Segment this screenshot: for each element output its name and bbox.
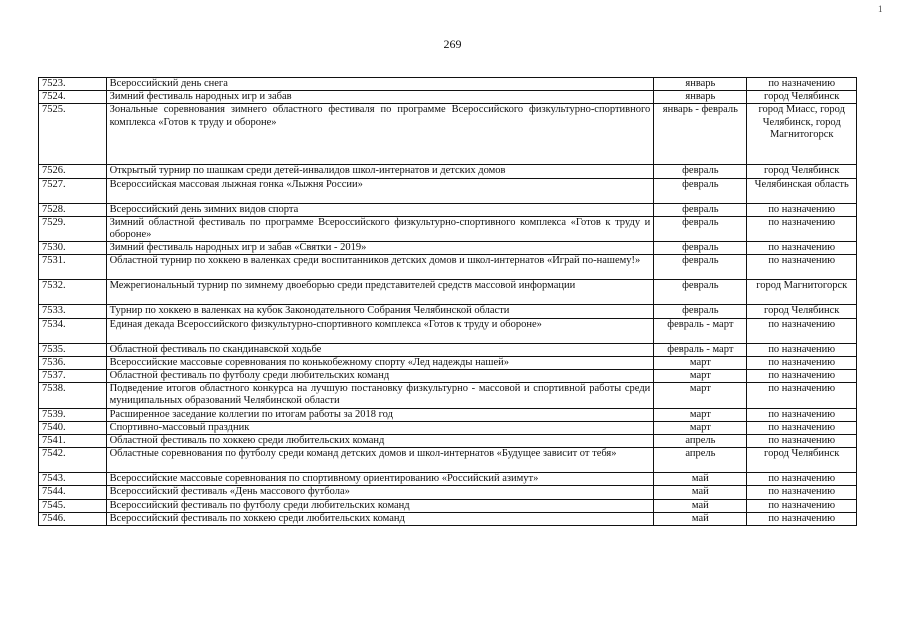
row-number-cell: 7542. <box>39 448 107 473</box>
event-month-cell: февраль <box>654 216 747 241</box>
table-row <box>39 421 857 434</box>
event-month-cell: май <box>654 486 747 499</box>
event-place-cell: город Челябинск <box>747 91 857 104</box>
row-number-cell: 7532. <box>39 280 107 305</box>
table-row <box>39 473 857 486</box>
event-month-cell: март <box>654 408 747 421</box>
event-place-cell: по назначению <box>747 343 857 356</box>
event-name-cell: Областной фестиваль по хоккею среди любительских команд <box>106 435 654 448</box>
event-name-cell: Расширенное заседание коллегии по итогам работы за 2018 год <box>106 408 654 421</box>
row-number-cell: 7528. <box>39 203 107 216</box>
event-name-cell: Турнир по хоккею в валенках на кубок Законодательного Собрания Челябинской области <box>106 305 654 318</box>
event-name-cell: Спортивно-массовый праздник <box>106 421 654 434</box>
event-name-cell: Областные соревнования по футболу среди команд детских домов и школ-интернатов «Будущее зависит от тебя» <box>106 448 654 473</box>
table-row <box>39 318 857 343</box>
table-row <box>39 499 857 512</box>
event-name-cell: Областной фестиваль по футболу среди любительских команд <box>106 370 654 383</box>
event-place-cell: по назначению <box>747 203 857 216</box>
event-name-cell: Зональные соревнования зимнего областного фестиваля по программе Всероссийского физкультурно-спортивного комплекса «Готов к труду и обороне» <box>106 104 654 165</box>
table-row <box>39 104 857 165</box>
row-number-cell: 7544. <box>39 486 107 499</box>
event-name-cell: Всероссийская массовая лыжная гонка «Лыжня России» <box>106 178 654 203</box>
event-place-cell: по назначению <box>747 242 857 255</box>
row-number-cell: 7538. <box>39 383 107 408</box>
page-number: 269 <box>443 37 462 51</box>
table-row <box>39 512 857 525</box>
event-place-cell: по назначению <box>747 486 857 499</box>
table-row <box>39 91 857 104</box>
event-name-cell: Подведение итогов областного конкурса на лучшую постановку физкультурно - массовой и спортивной работы среди муниципальных образований Челябинской области <box>106 383 654 408</box>
row-number-cell: 7526. <box>39 165 107 178</box>
event-name-cell: Всероссийский день зимних видов спорта <box>106 203 654 216</box>
event-name-cell: Единая декада Всероссийского физкультурно-спортивного комплекса «Готов к труду и обороне» <box>106 318 654 343</box>
event-month-cell: январь <box>654 78 747 91</box>
event-name-cell: Областной фестиваль по скандинавской ходьбе <box>106 343 654 356</box>
event-place-cell: по назначению <box>747 421 857 434</box>
row-number-cell: 7523. <box>39 78 107 91</box>
table-row <box>39 435 857 448</box>
event-name-cell: Областной турнир по хоккею в валенках среди воспитанников детских домов и школ-интернатов «Играй по-нашему!» <box>106 255 654 280</box>
event-place-cell: город Магнитогорск <box>747 280 857 305</box>
events-table <box>38 77 857 526</box>
event-month-cell: февраль <box>654 165 747 178</box>
event-place-cell: город Миасс, город Челябинск, город Магнитогорск <box>747 104 857 165</box>
event-month-cell: февраль <box>654 203 747 216</box>
table-row <box>39 408 857 421</box>
event-name-cell: Всероссийский фестиваль по хоккею среди любительских команд <box>106 512 654 525</box>
row-number-cell: 7545. <box>39 499 107 512</box>
event-month-cell: май <box>654 473 747 486</box>
row-number-cell: 7527. <box>39 178 107 203</box>
event-place-cell: по назначению <box>747 435 857 448</box>
event-month-cell: март <box>654 383 747 408</box>
event-month-cell: февраль - март <box>654 343 747 356</box>
row-number-cell: 7533. <box>39 305 107 318</box>
event-name-cell: Всероссийские массовые соревнования по спортивному ориентированию «Российский азимут» <box>106 473 654 486</box>
table-row <box>39 203 857 216</box>
table-row <box>39 255 857 280</box>
event-name-cell: Межрегиональный турнир по зимнему двоеборью среди представителей средств массовой информации <box>106 280 654 305</box>
event-month-cell: март <box>654 356 747 369</box>
row-number-cell: 7546. <box>39 512 107 525</box>
event-place-cell: по назначению <box>747 318 857 343</box>
event-month-cell: апрель <box>654 435 747 448</box>
event-name-cell: Всероссийские массовые соревнования по конькобежному спорту «Лед надежды нашей» <box>106 356 654 369</box>
event-month-cell: февраль <box>654 305 747 318</box>
events-table-body <box>39 78 857 526</box>
event-name-cell: Зимний фестиваль народных игр и забав <box>106 91 654 104</box>
row-number-cell: 7536. <box>39 356 107 369</box>
event-month-cell: май <box>654 512 747 525</box>
table-row <box>39 343 857 356</box>
table-row <box>39 370 857 383</box>
row-number-cell: 7529. <box>39 216 107 241</box>
table-row <box>39 305 857 318</box>
event-place-cell: по назначению <box>747 473 857 486</box>
table-row <box>39 486 857 499</box>
row-number-cell: 7530. <box>39 242 107 255</box>
table-row <box>39 356 857 369</box>
event-month-cell: февраль <box>654 178 747 203</box>
event-month-cell: февраль - март <box>654 318 747 343</box>
table-row <box>39 242 857 255</box>
event-name-cell: Зимний областной фестиваль по программе Всероссийского физкультурно-спортивного комплекса «Готов к труду и обороне» <box>106 216 654 241</box>
table-row <box>39 178 857 203</box>
table-row <box>39 383 857 408</box>
event-name-cell: Всероссийский фестиваль «День массового футбола» <box>106 486 654 499</box>
row-number-cell: 7540. <box>39 421 107 434</box>
event-place-cell: город Челябинск <box>747 165 857 178</box>
event-place-cell: по назначению <box>747 255 857 280</box>
event-month-cell: январь <box>654 91 747 104</box>
event-month-cell: январь - февраль <box>654 104 747 165</box>
event-place-cell: Челябинская область <box>747 178 857 203</box>
event-month-cell: март <box>654 421 747 434</box>
row-number-cell: 7531. <box>39 255 107 280</box>
event-month-cell: февраль <box>654 280 747 305</box>
table-row <box>39 216 857 241</box>
row-number-cell: 7543. <box>39 473 107 486</box>
event-place-cell: по назначению <box>747 383 857 408</box>
event-name-cell: Всероссийский день снега <box>106 78 654 91</box>
event-month-cell: апрель <box>654 448 747 473</box>
row-number-cell: 7541. <box>39 435 107 448</box>
event-month-cell: март <box>654 370 747 383</box>
row-number-cell: 7524. <box>39 91 107 104</box>
event-place-cell: по назначению <box>747 216 857 241</box>
event-place-cell: по назначению <box>747 408 857 421</box>
event-place-cell: по назначению <box>747 370 857 383</box>
event-name-cell: Открытый турнир по шашкам среди детей-инвалидов школ-интернатов и детских домов <box>106 165 654 178</box>
table-row <box>39 448 857 473</box>
row-number-cell: 7539. <box>39 408 107 421</box>
event-place-cell: город Челябинск <box>747 448 857 473</box>
event-place-cell: по назначению <box>747 78 857 91</box>
table-row <box>39 280 857 305</box>
table-row <box>39 165 857 178</box>
event-month-cell: май <box>654 499 747 512</box>
event-name-cell: Зимний фестиваль народных игр и забав «Святки - 2019» <box>106 242 654 255</box>
event-place-cell: город Челябинск <box>747 305 857 318</box>
table-row <box>39 78 857 91</box>
event-month-cell: февраль <box>654 242 747 255</box>
event-name-cell: Всероссийский фестиваль по футболу среди любительских команд <box>106 499 654 512</box>
row-number-cell: 7534. <box>39 318 107 343</box>
corner-mark: 1 <box>878 4 883 14</box>
row-number-cell: 7535. <box>39 343 107 356</box>
event-place-cell: по назначению <box>747 499 857 512</box>
row-number-cell: 7537. <box>39 370 107 383</box>
row-number-cell: 7525. <box>39 104 107 165</box>
event-month-cell: февраль <box>654 255 747 280</box>
event-place-cell: по назначению <box>747 356 857 369</box>
event-place-cell: по назначению <box>747 512 857 525</box>
